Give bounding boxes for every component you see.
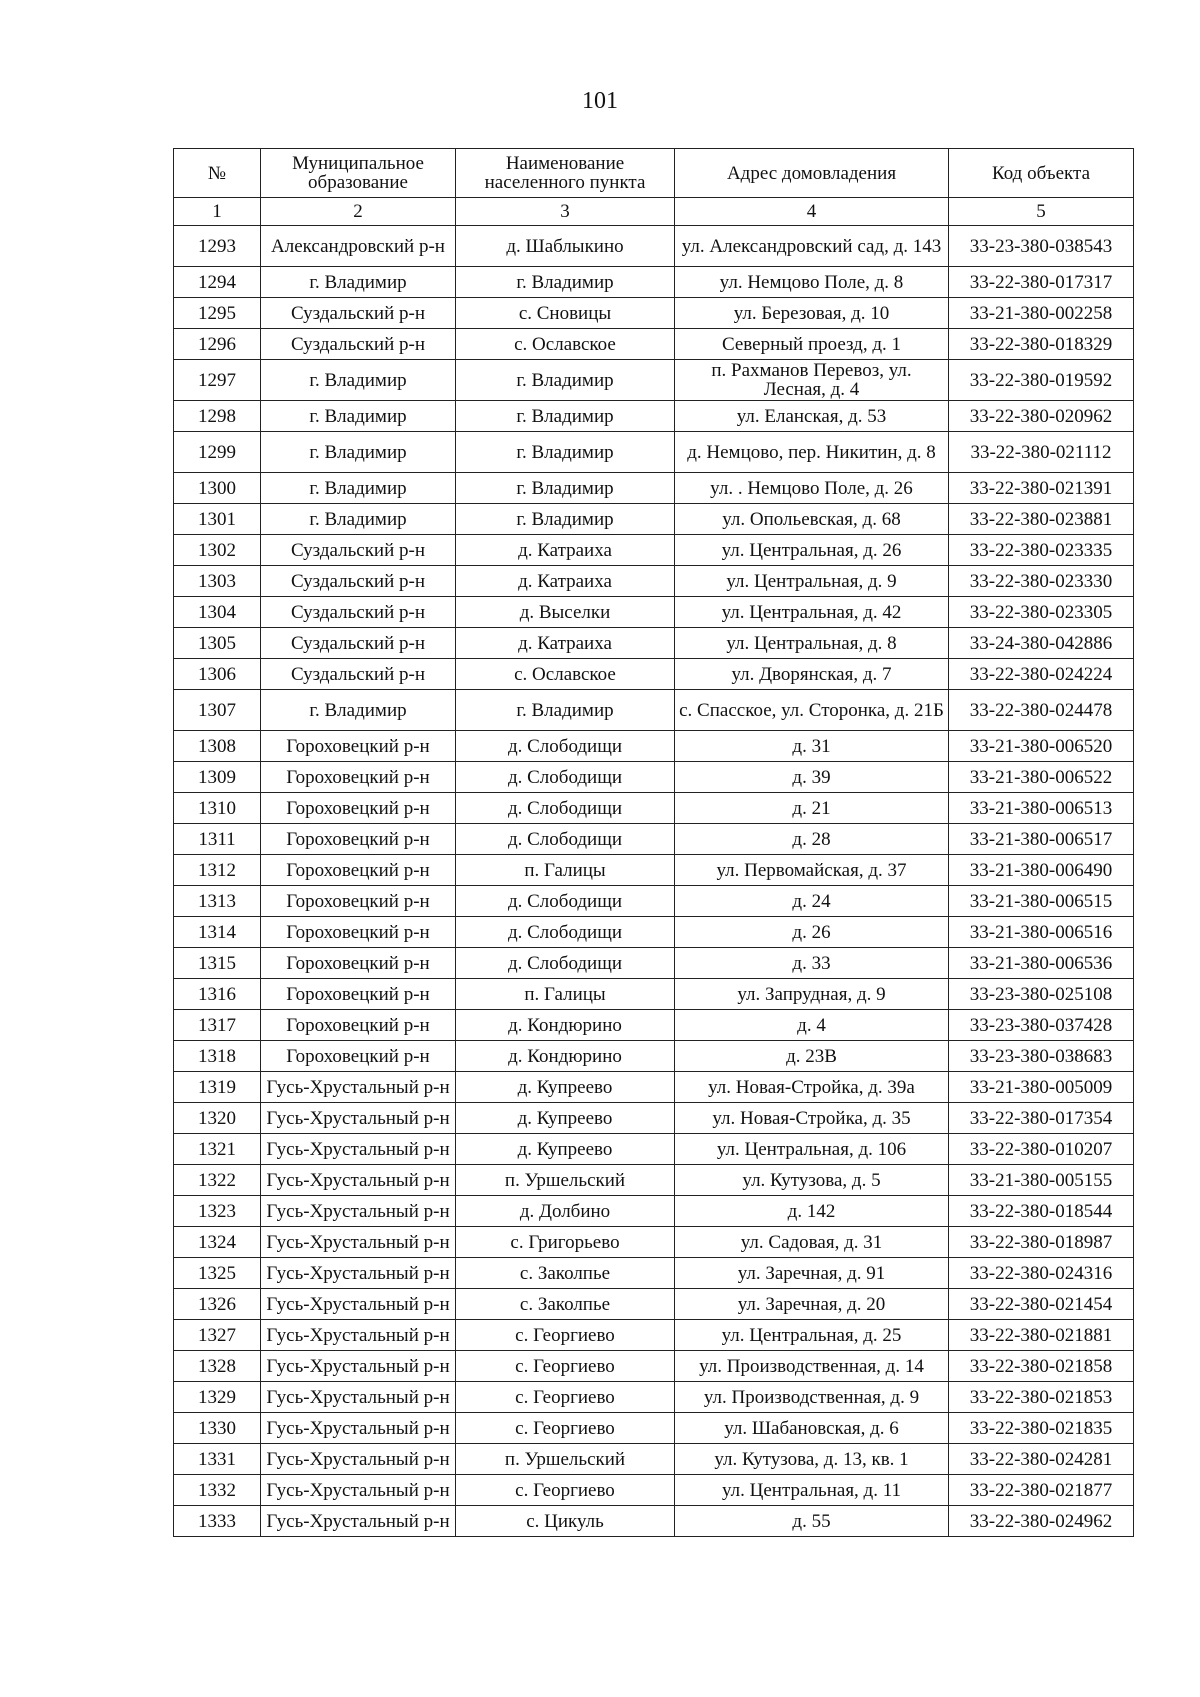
cell-settlement: с. Сновицы xyxy=(456,298,675,329)
cell-municipality: Суздальский р-н xyxy=(261,566,456,597)
cell-number: 1327 xyxy=(174,1320,261,1351)
cell-municipality: Суздальский р-н xyxy=(261,597,456,628)
cell-object-code: 33-22-380-021391 xyxy=(949,473,1134,504)
cell-number: 1307 xyxy=(174,690,261,731)
table-row xyxy=(174,504,1134,535)
column-number: 1 xyxy=(174,198,261,226)
cell-address: ул. Центральная, д. 9 xyxy=(675,566,949,597)
cell-address: д. 23В xyxy=(675,1041,949,1072)
cell-object-code: 33-22-380-024224 xyxy=(949,659,1134,690)
cell-number: 1317 xyxy=(174,1010,261,1041)
table-row xyxy=(174,473,1134,504)
cell-number: 1324 xyxy=(174,1227,261,1258)
cell-municipality: Гороховецкий р-н xyxy=(261,948,456,979)
cell-address: д. 39 xyxy=(675,762,949,793)
table-body xyxy=(174,226,1134,1537)
cell-number: 1305 xyxy=(174,628,261,659)
cell-object-code: 33-21-380-005009 xyxy=(949,1072,1134,1103)
cell-number: 1309 xyxy=(174,762,261,793)
cell-address: д. 142 xyxy=(675,1196,949,1227)
cell-number: 1330 xyxy=(174,1413,261,1444)
cell-municipality: Суздальский р-н xyxy=(261,628,456,659)
column-number: 5 xyxy=(949,198,1134,226)
cell-municipality: Суздальский р-н xyxy=(261,659,456,690)
cell-object-code: 33-23-380-025108 xyxy=(949,979,1134,1010)
cell-municipality: Гусь-Хрустальный р-н xyxy=(261,1320,456,1351)
cell-settlement: г. Владимир xyxy=(456,360,675,401)
column-number: 4 xyxy=(675,198,949,226)
cell-number: 1315 xyxy=(174,948,261,979)
cell-settlement: с. Ославское xyxy=(456,329,675,360)
cell-municipality: Суздальский р-н xyxy=(261,535,456,566)
cell-municipality: Александровский р-н xyxy=(261,226,456,267)
cell-address: ул. Березовая, д. 10 xyxy=(675,298,949,329)
cell-number: 1295 xyxy=(174,298,261,329)
column-number: 2 xyxy=(261,198,456,226)
cell-address: ул. Садовая, д. 31 xyxy=(675,1227,949,1258)
cell-address: ул. Центральная, д. 42 xyxy=(675,597,949,628)
table-row xyxy=(174,690,1134,731)
table-row xyxy=(174,329,1134,360)
cell-object-code: 33-22-380-023881 xyxy=(949,504,1134,535)
cell-object-code: 33-23-380-038683 xyxy=(949,1041,1134,1072)
cell-municipality: Гороховецкий р-н xyxy=(261,886,456,917)
cell-number: 1329 xyxy=(174,1382,261,1413)
cell-object-code: 33-22-380-021454 xyxy=(949,1289,1134,1320)
cell-object-code: 33-22-380-021835 xyxy=(949,1413,1134,1444)
cell-number: 1313 xyxy=(174,886,261,917)
cell-address: ул. Новая-Стройка, д. 35 xyxy=(675,1103,949,1134)
table-row xyxy=(174,226,1134,267)
cell-number: 1320 xyxy=(174,1103,261,1134)
cell-object-code: 33-22-380-017354 xyxy=(949,1103,1134,1134)
cell-number: 1333 xyxy=(174,1506,261,1537)
cell-address: ул. Центральная, д. 26 xyxy=(675,535,949,566)
cell-number: 1319 xyxy=(174,1072,261,1103)
cell-settlement: с. Георгиево xyxy=(456,1382,675,1413)
cell-object-code: 33-22-380-010207 xyxy=(949,1134,1134,1165)
table-row xyxy=(174,1444,1134,1475)
table-row xyxy=(174,1072,1134,1103)
table-row xyxy=(174,1010,1134,1041)
cell-municipality: Суздальский р-н xyxy=(261,298,456,329)
header-row xyxy=(174,149,1134,198)
table-row xyxy=(174,1382,1134,1413)
cell-settlement: д. Долбино xyxy=(456,1196,675,1227)
cell-municipality: г. Владимир xyxy=(261,432,456,473)
table-row xyxy=(174,1258,1134,1289)
cell-object-code: 33-21-380-006536 xyxy=(949,948,1134,979)
cell-address: ул. Кутузова, д. 5 xyxy=(675,1165,949,1196)
cell-municipality: Гусь-Хрустальный р-н xyxy=(261,1227,456,1258)
table-header xyxy=(174,149,1134,226)
cell-address: д. 21 xyxy=(675,793,949,824)
cell-municipality: Гороховецкий р-н xyxy=(261,762,456,793)
cell-object-code: 33-22-380-023305 xyxy=(949,597,1134,628)
table-row xyxy=(174,793,1134,824)
cell-address: д. 24 xyxy=(675,886,949,917)
table-row xyxy=(174,1289,1134,1320)
cell-number: 1326 xyxy=(174,1289,261,1320)
cell-address: ул. Новая-Стройка, д. 39а xyxy=(675,1072,949,1103)
table-row xyxy=(174,979,1134,1010)
cell-settlement: с. Григорьево xyxy=(456,1227,675,1258)
cell-settlement: г. Владимир xyxy=(456,504,675,535)
cell-settlement: д. Слободищи xyxy=(456,948,675,979)
cell-object-code: 33-24-380-042886 xyxy=(949,628,1134,659)
cell-object-code: 33-22-380-018544 xyxy=(949,1196,1134,1227)
cell-address: д. 4 xyxy=(675,1010,949,1041)
cell-municipality: г. Владимир xyxy=(261,360,456,401)
cell-settlement: с. Заколпье xyxy=(456,1258,675,1289)
cell-number: 1314 xyxy=(174,917,261,948)
cell-address: д. 26 xyxy=(675,917,949,948)
cell-number: 1299 xyxy=(174,432,261,473)
cell-address: ул. Производственная, д. 14 xyxy=(675,1351,949,1382)
cell-number: 1304 xyxy=(174,597,261,628)
table-row xyxy=(174,1165,1134,1196)
cell-municipality: Гороховецкий р-н xyxy=(261,731,456,762)
cell-object-code: 33-22-380-024962 xyxy=(949,1506,1134,1537)
cell-object-code: 33-22-380-017317 xyxy=(949,267,1134,298)
cell-municipality: Гусь-Хрустальный р-н xyxy=(261,1382,456,1413)
cell-settlement: с. Цикуль xyxy=(456,1506,675,1537)
cell-municipality: Гусь-Хрустальный р-н xyxy=(261,1413,456,1444)
page-number: 101 xyxy=(582,88,618,114)
cell-municipality: Гороховецкий р-н xyxy=(261,979,456,1010)
cell-settlement: д. Катраиха xyxy=(456,535,675,566)
cell-municipality: Гусь-Хрустальный р-н xyxy=(261,1258,456,1289)
cell-number: 1322 xyxy=(174,1165,261,1196)
cell-address: ул. Центральная, д. 8 xyxy=(675,628,949,659)
table-row xyxy=(174,1413,1134,1444)
cell-address: ул. . Немцово Поле, д. 26 xyxy=(675,473,949,504)
cell-number: 1301 xyxy=(174,504,261,535)
cell-settlement: п. Уршельский xyxy=(456,1165,675,1196)
cell-address: д. 55 xyxy=(675,1506,949,1537)
cell-object-code: 33-21-380-006517 xyxy=(949,824,1134,855)
cell-settlement: д. Купреево xyxy=(456,1072,675,1103)
cell-address: ул. Производственная, д. 9 xyxy=(675,1382,949,1413)
cell-settlement: с. Георгиево xyxy=(456,1351,675,1382)
cell-municipality: г. Владимир xyxy=(261,473,456,504)
cell-number: 1308 xyxy=(174,731,261,762)
cell-settlement: с. Заколпье xyxy=(456,1289,675,1320)
table-row xyxy=(174,1103,1134,1134)
cell-municipality: Гусь-Хрустальный р-н xyxy=(261,1444,456,1475)
table-row xyxy=(174,824,1134,855)
cell-settlement: д. Слободищи xyxy=(456,917,675,948)
cell-settlement: г. Владимир xyxy=(456,432,675,473)
table-row xyxy=(174,1475,1134,1506)
cell-settlement: д. Слободищи xyxy=(456,731,675,762)
cell-municipality: Гусь-Хрустальный р-н xyxy=(261,1351,456,1382)
cell-object-code: 33-22-380-023335 xyxy=(949,535,1134,566)
cell-settlement: д. Выселки xyxy=(456,597,675,628)
cell-address: ул. Шабановская, д. 6 xyxy=(675,1413,949,1444)
table-row xyxy=(174,298,1134,329)
cell-settlement: д. Слободищи xyxy=(456,824,675,855)
cell-municipality: Гороховецкий р-н xyxy=(261,824,456,855)
cell-address: ул. Александровский сад, д. 143 xyxy=(675,226,949,267)
table-row xyxy=(174,762,1134,793)
table-row xyxy=(174,948,1134,979)
cell-address: ул. Заречная, д. 20 xyxy=(675,1289,949,1320)
cell-address: ул. Центральная, д. 11 xyxy=(675,1475,949,1506)
cell-number: 1316 xyxy=(174,979,261,1010)
header-object-code: Код объекта xyxy=(949,149,1134,198)
table-row xyxy=(174,1134,1134,1165)
cell-address: д. 28 xyxy=(675,824,949,855)
cell-number: 1300 xyxy=(174,473,261,504)
cell-settlement: с. Георгиево xyxy=(456,1320,675,1351)
cell-municipality: Гусь-Хрустальный р-н xyxy=(261,1196,456,1227)
cell-address: ул. Немцово Поле, д. 8 xyxy=(675,267,949,298)
table-row xyxy=(174,1351,1134,1382)
cell-address: ул. Центральная, д. 25 xyxy=(675,1320,949,1351)
cell-address: ул. Запрудная, д. 9 xyxy=(675,979,949,1010)
table-row xyxy=(174,731,1134,762)
cell-object-code: 33-22-380-021881 xyxy=(949,1320,1134,1351)
cell-settlement: г. Владимир xyxy=(456,401,675,432)
table-row xyxy=(174,566,1134,597)
cell-municipality: г. Владимир xyxy=(261,267,456,298)
cell-settlement: д. Катраиха xyxy=(456,566,675,597)
cell-municipality: г. Владимир xyxy=(261,690,456,731)
table-row xyxy=(174,267,1134,298)
cell-municipality: Гусь-Хрустальный р-н xyxy=(261,1475,456,1506)
cell-object-code: 33-22-380-018329 xyxy=(949,329,1134,360)
cell-settlement: с. Георгиево xyxy=(456,1413,675,1444)
cell-municipality: Гусь-Хрустальный р-н xyxy=(261,1134,456,1165)
cell-number: 1328 xyxy=(174,1351,261,1382)
cell-object-code: 33-22-380-021877 xyxy=(949,1475,1134,1506)
cell-municipality: Гусь-Хрустальный р-н xyxy=(261,1072,456,1103)
table-row xyxy=(174,1196,1134,1227)
cell-object-code: 33-22-380-023330 xyxy=(949,566,1134,597)
cell-number: 1332 xyxy=(174,1475,261,1506)
cell-settlement: п. Уршельский xyxy=(456,1444,675,1475)
cell-number: 1321 xyxy=(174,1134,261,1165)
cell-object-code: 33-22-380-024281 xyxy=(949,1444,1134,1475)
column-number-row xyxy=(174,198,1134,226)
cell-object-code: 33-22-380-024316 xyxy=(949,1258,1134,1289)
column-number: 3 xyxy=(456,198,675,226)
cell-object-code: 33-22-380-024478 xyxy=(949,690,1134,731)
cell-number: 1296 xyxy=(174,329,261,360)
cell-object-code: 33-22-380-020962 xyxy=(949,401,1134,432)
cell-settlement: д. Шаблыкино xyxy=(456,226,675,267)
table-row xyxy=(174,886,1134,917)
cell-municipality: Гусь-Хрустальный р-н xyxy=(261,1165,456,1196)
cell-municipality: Гороховецкий р-н xyxy=(261,855,456,886)
cell-object-code: 33-21-380-006516 xyxy=(949,917,1134,948)
cell-address: ул. Первомайская, д. 37 xyxy=(675,855,949,886)
cell-address: с. Спасское, ул. Сторонка, д. 21Б xyxy=(675,690,949,731)
table-row xyxy=(174,360,1134,401)
cell-object-code: 33-21-380-006490 xyxy=(949,855,1134,886)
cell-object-code: 33-23-380-038543 xyxy=(949,226,1134,267)
cell-address: ул. Опольевская, д. 68 xyxy=(675,504,949,535)
cell-number: 1297 xyxy=(174,360,261,401)
header-municipality: Муниципальное образование xyxy=(261,149,456,198)
cell-object-code: 33-21-380-006522 xyxy=(949,762,1134,793)
cell-object-code: 33-22-380-018987 xyxy=(949,1227,1134,1258)
header-settlement: Наименование населенного пункта xyxy=(456,149,675,198)
cell-settlement: д. Слободищи xyxy=(456,886,675,917)
cell-number: 1331 xyxy=(174,1444,261,1475)
table-row xyxy=(174,1506,1134,1537)
cell-number: 1302 xyxy=(174,535,261,566)
registry-table xyxy=(173,148,1134,1537)
cell-municipality: Гусь-Хрустальный р-н xyxy=(261,1289,456,1320)
cell-number: 1294 xyxy=(174,267,261,298)
cell-settlement: г. Владимир xyxy=(456,690,675,731)
cell-settlement: д. Слободищи xyxy=(456,793,675,824)
cell-address: ул. Заречная, д. 91 xyxy=(675,1258,949,1289)
cell-address: д. 31 xyxy=(675,731,949,762)
cell-object-code: 33-21-380-005155 xyxy=(949,1165,1134,1196)
cell-number: 1306 xyxy=(174,659,261,690)
cell-address: ул. Центральная, д. 106 xyxy=(675,1134,949,1165)
table-row xyxy=(174,597,1134,628)
cell-municipality: Гусь-Хрустальный р-н xyxy=(261,1506,456,1537)
cell-object-code: 33-22-380-021858 xyxy=(949,1351,1134,1382)
cell-municipality: Гороховецкий р-н xyxy=(261,1010,456,1041)
cell-address: ул. Еланская, д. 53 xyxy=(675,401,949,432)
table-row xyxy=(174,628,1134,659)
cell-municipality: г. Владимир xyxy=(261,504,456,535)
table-row xyxy=(174,1227,1134,1258)
cell-settlement: с. Ославское xyxy=(456,659,675,690)
cell-settlement: д. Купреево xyxy=(456,1134,675,1165)
table-row xyxy=(174,1320,1134,1351)
cell-number: 1312 xyxy=(174,855,261,886)
table-row xyxy=(174,855,1134,886)
cell-number: 1325 xyxy=(174,1258,261,1289)
cell-settlement: д. Кондюрино xyxy=(456,1010,675,1041)
cell-municipality: г. Владимир xyxy=(261,401,456,432)
cell-address: ул. Кутузова, д. 13, кв. 1 xyxy=(675,1444,949,1475)
cell-municipality: Гороховецкий р-н xyxy=(261,793,456,824)
cell-number: 1303 xyxy=(174,566,261,597)
table-row xyxy=(174,401,1134,432)
cell-object-code: 33-21-380-006520 xyxy=(949,731,1134,762)
cell-settlement: д. Кондюрино xyxy=(456,1041,675,1072)
cell-address: д. Немцово, пер. Никитин, д. 8 xyxy=(675,432,949,473)
cell-object-code: 33-23-380-037428 xyxy=(949,1010,1134,1041)
header-address: Адрес домовладения xyxy=(675,149,949,198)
cell-municipality: Суздальский р-н xyxy=(261,329,456,360)
cell-municipality: Гороховецкий р-н xyxy=(261,917,456,948)
cell-settlement: д. Катраиха xyxy=(456,628,675,659)
cell-number: 1311 xyxy=(174,824,261,855)
cell-object-code: 33-22-380-021112 xyxy=(949,432,1134,473)
table-row xyxy=(174,917,1134,948)
table-row xyxy=(174,1041,1134,1072)
cell-object-code: 33-21-380-002258 xyxy=(949,298,1134,329)
cell-municipality: Гороховецкий р-н xyxy=(261,1041,456,1072)
header-number: № xyxy=(174,149,261,198)
cell-object-code: 33-22-380-021853 xyxy=(949,1382,1134,1413)
cell-object-code: 33-22-380-019592 xyxy=(949,360,1134,401)
cell-address: Северный проезд, д. 1 xyxy=(675,329,949,360)
table-row xyxy=(174,659,1134,690)
cell-settlement: п. Галицы xyxy=(456,855,675,886)
cell-municipality: Гусь-Хрустальный р-н xyxy=(261,1103,456,1134)
cell-address: п. Рахманов Перевоз, ул. Лесная, д. 4 xyxy=(675,360,949,401)
cell-number: 1298 xyxy=(174,401,261,432)
cell-object-code: 33-21-380-006513 xyxy=(949,793,1134,824)
table-row xyxy=(174,432,1134,473)
cell-settlement: д. Слободищи xyxy=(456,762,675,793)
cell-number: 1318 xyxy=(174,1041,261,1072)
cell-settlement: г. Владимир xyxy=(456,267,675,298)
cell-settlement: п. Галицы xyxy=(456,979,675,1010)
cell-address: д. 33 xyxy=(675,948,949,979)
cell-settlement: д. Купреево xyxy=(456,1103,675,1134)
cell-address: ул. Дворянская, д. 7 xyxy=(675,659,949,690)
table-row xyxy=(174,535,1134,566)
cell-number: 1293 xyxy=(174,226,261,267)
cell-settlement: г. Владимир xyxy=(456,473,675,504)
cell-settlement: с. Георгиево xyxy=(456,1475,675,1506)
cell-number: 1323 xyxy=(174,1196,261,1227)
cell-object-code: 33-21-380-006515 xyxy=(949,886,1134,917)
cell-number: 1310 xyxy=(174,793,261,824)
